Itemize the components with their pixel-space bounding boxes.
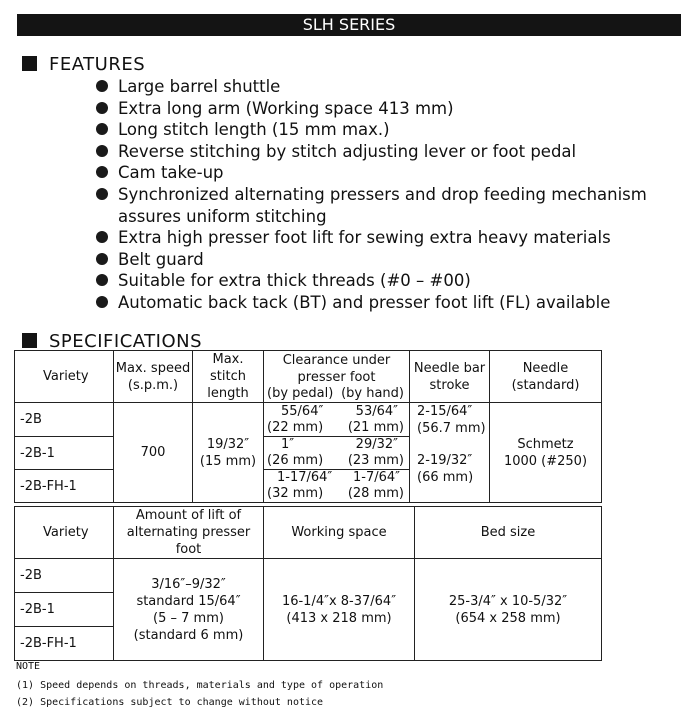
header-working-space: Working space [264,507,415,559]
features-heading [22,55,145,75]
bullet-icon [96,123,108,135]
note-item: (2) Specifications subject to change without notice [16,697,324,708]
notes-title: NOTE [16,661,41,672]
feature-text: Belt guard [118,249,204,269]
bed-size-mm: (654 x 258 mm) [455,610,561,626]
lift-value [114,559,264,661]
feature-item [94,227,684,249]
bed-size-value [415,559,602,661]
max-speed-value: 700 [114,403,193,503]
clearance-pedal-mm: (32 mm) [267,486,324,501]
note-item: (1) Speed depends on threads, materials and type of operation [16,680,384,691]
clearance-cell [264,403,410,437]
working-space-value [264,559,415,661]
clearance-pedal-heading: (by pedal) [267,385,334,401]
feature-item [94,184,684,227]
features-heading-text: FEATURES [49,54,146,75]
needle-name: Schmetz [517,436,574,452]
lift-range-inch: 3/16″–9/32″ [151,576,226,592]
bullet-icon [96,145,108,157]
stroke-a-inch: 2-15/64″ [417,404,473,419]
stroke-b-inch: 2-19/32″ [417,453,473,468]
needle-bar-stroke-value [410,403,490,503]
variety-cell: -2B-1 [15,437,114,470]
feature-text: Automatic back tack (BT) and presser foot lift (FL) available [118,292,611,312]
header-bed-size: Bed size [415,507,602,559]
needle-size: 1000 (#250) [503,453,588,469]
clearance-pedal-inch: 55/64″ [281,403,324,419]
bed-size-inch: 25-3/4″ x 10-5/32″ [448,593,568,609]
specifications-heading [22,332,202,352]
header-max-speed: Max. speed (s.p.m.) [114,351,193,403]
feature-item [94,292,684,314]
feature-text: Suitable for extra thick threads (#0 – #00) [118,271,471,291]
stroke-a-mm: (56.7 mm) [417,421,486,436]
feature-item [94,98,684,120]
lift-range-mm: (5 – 7 mm) [153,610,224,626]
clearance-hand-heading: (by hand) [341,385,404,401]
clearance-hand-mm: (23 mm) [347,453,404,468]
stitch-length-inch: 19/32″ [206,436,250,452]
bullet-icon [96,231,108,243]
series-title-bar [17,14,681,36]
clearance-hand-inch: 53/64″ [355,403,398,419]
clearance-cell [264,470,410,503]
bullet-icon [96,166,108,178]
header-variety: Variety [15,507,114,559]
feature-item [94,119,684,141]
feature-text: Extra long arm (Working space 413 mm) [118,98,454,118]
feature-text: Extra high presser foot lift for sewing extra heavy materials [118,228,611,248]
clearance-cell [264,437,410,470]
needle-value [490,403,602,503]
variety-cell: -2B-FH-1 [15,627,114,661]
lift-standard-inch: standard 15/64″ [136,593,241,609]
spec-table-lift-dimensions [14,506,602,661]
bullet-icon [96,102,108,114]
feature-item [94,249,684,271]
clearance-hand-mm: (28 mm) [347,486,404,501]
feature-text: Synchronized alternating pressers and drop feeding mechanism assures uniform stitching [118,184,647,226]
header-variety: Variety [15,351,114,403]
clearance-hand-inch: 29/32″ [355,437,398,452]
square-bullet-icon [22,56,37,71]
features-list [94,76,684,314]
feature-item [94,141,684,163]
variety-cell: -2B [15,403,114,437]
clearance-heading: Clearance under presser foot [282,352,391,385]
clearance-pedal-mm: (26 mm) [267,453,324,468]
bullet-icon [96,253,108,265]
variety-cell: -2B-1 [15,593,114,627]
feature-text: Large barrel shuttle [118,77,281,96]
series-title: SLH SERIES [302,15,396,34]
variety-cell: -2B [15,559,114,593]
clearance-pedal-inch: 1-17/64″ [277,470,333,485]
variety-cell: -2B-FH-1 [15,470,114,503]
clearance-pedal-mm: (22 mm) [267,419,324,435]
working-space-inch: 16-1/4″x 8-37/64″ [281,593,397,609]
header-max-stitch: Max. stitch length [193,351,264,403]
bullet-icon [96,80,108,92]
header-needle: Needle (standard) [490,351,602,403]
feature-item [94,76,684,98]
header-clearance [264,351,410,403]
feature-item [94,162,684,184]
clearance-pedal-inch: 1″ [281,437,295,452]
bullet-icon [96,274,108,286]
header-lift: Amount of lift of alternating presser foot [114,507,264,559]
feature-text: Reverse stitching by stitch adjusting lever or foot pedal [118,141,577,161]
bullet-icon [96,296,108,308]
specifications-heading-text: SPECIFICATIONS [49,331,203,352]
feature-item [94,270,684,292]
feature-text: Cam take-up [118,163,224,183]
clearance-hand-inch: 1-7/64″ [352,470,400,485]
spec-table-speed-clearance [14,350,602,503]
stitch-length-value [193,403,264,503]
feature-text: Long stitch length (15 mm max.) [118,120,390,140]
clearance-hand-mm: (21 mm) [347,419,404,435]
working-space-mm: (413 x 218 mm) [286,610,392,626]
stitch-length-mm: (15 mm) [199,453,257,469]
lift-standard-mm: (standard 6 mm) [133,627,244,643]
header-needle-bar: Needle bar stroke [410,351,490,403]
stroke-b-mm: (66 mm) [417,470,474,485]
bullet-icon [96,188,108,200]
square-bullet-icon [22,333,37,348]
